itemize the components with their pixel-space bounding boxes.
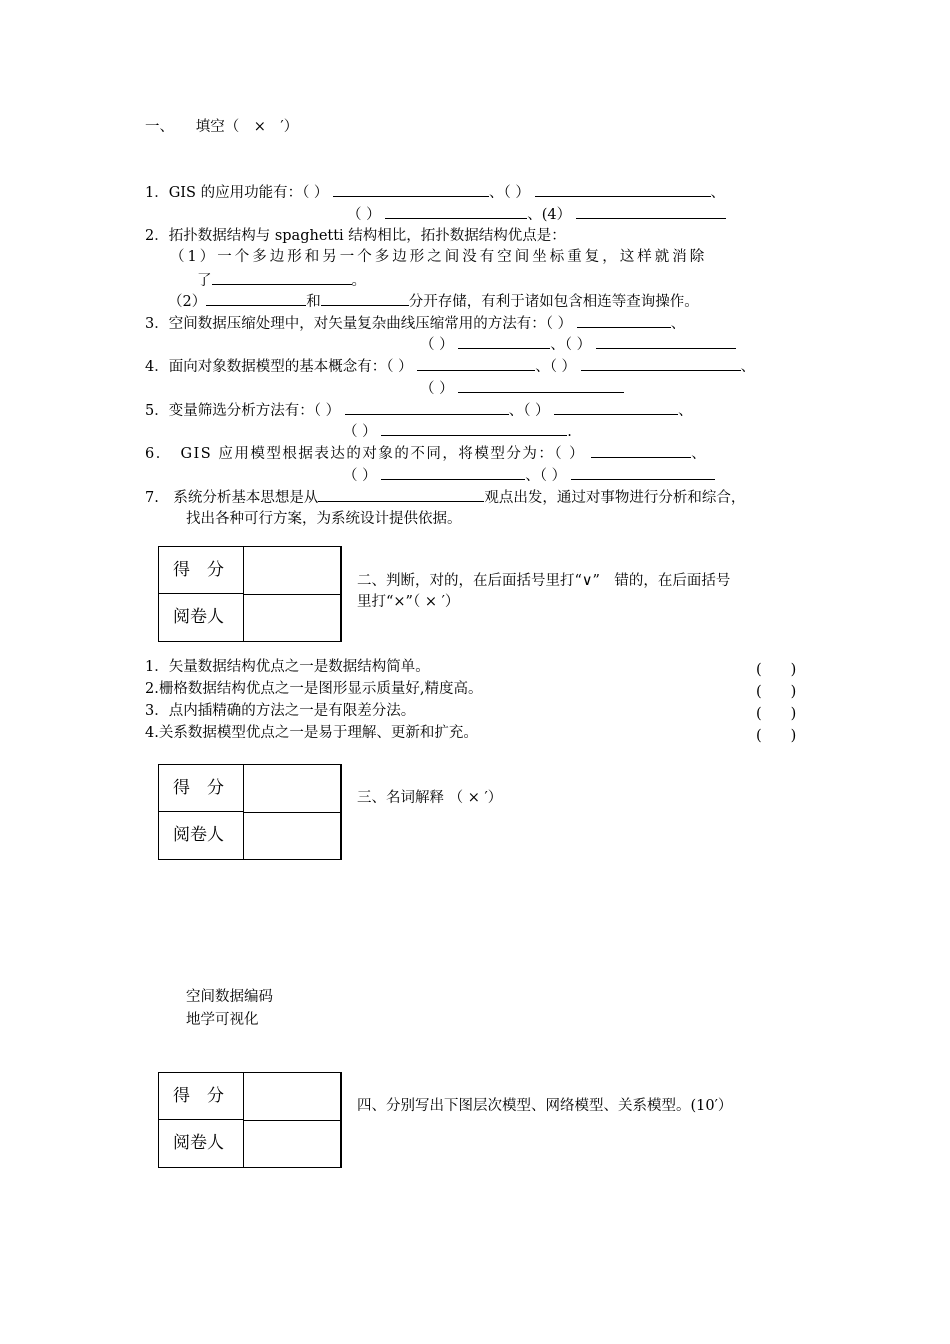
section2-heading-line2: 里打“×”（ × ′） <box>357 594 460 610</box>
term-1: 空间数据编码 <box>186 989 273 1005</box>
q5-sep1: 、（ ） <box>508 403 550 419</box>
score-label: 得 分 <box>159 1073 244 1120</box>
q2-d-mid: 和 <box>306 294 321 310</box>
score-box-2 <box>158 546 342 642</box>
q7-line2: 找出各种可行方案，为系统设计提供依据。 <box>186 511 462 527</box>
q1-sep2: 、 <box>710 185 726 201</box>
q3-line1 <box>145 314 685 333</box>
score-value-cell[interactable] <box>244 547 340 595</box>
q6-blank-1[interactable] <box>591 444 691 458</box>
q7-pre: 7. 系统分析基本思想是从 <box>145 490 319 506</box>
q1-blank-1[interactable] <box>333 183 489 197</box>
q6-blank-3[interactable] <box>571 466 715 480</box>
q3-paren-2: （ ） <box>420 337 454 353</box>
q5-end: . <box>567 424 572 440</box>
q5-line2 <box>343 422 572 441</box>
q2-blank-1[interactable] <box>212 271 352 285</box>
q7-line1 <box>145 488 745 507</box>
score-label: 得 分 <box>159 765 244 812</box>
q2-c-post: 。 <box>351 273 366 289</box>
q4-sep1: 、（ ） <box>535 359 577 375</box>
q3-blank-2[interactable] <box>458 335 550 349</box>
reviewer-label: 阅卷人 <box>159 594 244 641</box>
section2-heading-line1: 二、判断，对的，在后面括号里打“∨” 错的，在后面括号 <box>357 573 731 589</box>
judge-item-2: 2.栅格数据结构优点之一是图形显示质量好,精度高。 <box>145 681 483 697</box>
score-label: 得 分 <box>159 547 244 594</box>
q4-blank-1[interactable] <box>417 357 535 371</box>
q3-sep2: 、（ ） <box>550 337 592 353</box>
section4-heading: 四、分别写出下图层次模型、网络模型、关系模型。(10′） <box>357 1098 733 1114</box>
score-value-cell[interactable] <box>244 1073 340 1121</box>
q2-c-pre: 了 <box>197 273 212 289</box>
q1-blank-2[interactable] <box>535 183 711 197</box>
q6-sep1: 、 <box>691 446 708 462</box>
judge-item-3: 3．点内插精确的方法之一是有限差分法。 <box>145 703 416 719</box>
q5-line1 <box>145 401 693 420</box>
q1-blank-3[interactable] <box>385 205 527 219</box>
reviewer-value-cell[interactable] <box>244 594 340 641</box>
q6-prompt: 6． GIS 应用模型根据表达的对象的不同，将模型分为：（ ） <box>145 446 586 462</box>
q1-paren-3: （ ） <box>347 207 381 223</box>
section1-heading: 一、 填空（ × ′） <box>145 119 299 135</box>
q5-blank-3[interactable] <box>381 422 567 436</box>
judge-paren-4[interactable]: ( ) <box>756 728 797 744</box>
section3-heading: 三、名词解释 （ × ′） <box>357 790 503 806</box>
q3-line2 <box>420 335 736 354</box>
reviewer-label: 阅卷人 <box>159 812 244 859</box>
judge-paren-1[interactable]: ( ) <box>756 662 797 678</box>
q2-line2: （1）一个多边形和另一个多边形之间没有空间坐标重复，这样就消除 <box>170 249 708 265</box>
q2-line4 <box>168 292 699 311</box>
q5-sep2: 、 <box>678 403 693 419</box>
q7-blank[interactable] <box>318 488 484 502</box>
q1-sep3: 、(4） <box>527 207 572 223</box>
judge-paren-3[interactable]: ( ) <box>756 706 797 722</box>
reviewer-value-cell[interactable] <box>244 812 340 859</box>
q2-line3 <box>197 271 366 290</box>
q6-line1 <box>145 444 707 463</box>
q1-sep1: 、（ ） <box>489 185 530 201</box>
q4-sep2: 、 <box>740 359 756 375</box>
q4-line1 <box>145 357 755 376</box>
q4-line2 <box>420 379 624 398</box>
q4-prompt: 4．面向对象数据模型的基本概念有：（ ） <box>145 359 413 375</box>
judge-paren-2[interactable]: ( ) <box>756 684 797 700</box>
q1-blank-4[interactable] <box>576 205 726 219</box>
score-value-cell[interactable] <box>244 765 340 813</box>
q6-sep2: 、（ ） <box>525 468 567 484</box>
q1-line1 <box>145 183 725 202</box>
q3-sep1: 、 <box>670 316 686 332</box>
reviewer-value-cell[interactable] <box>244 1120 340 1167</box>
q5-paren-3: （ ） <box>343 424 377 440</box>
q6-paren-2: （ ） <box>343 468 377 484</box>
q4-blank-3[interactable] <box>458 379 624 393</box>
q1-prompt: 1．GIS 的应用功能有：（ ） <box>145 185 329 201</box>
q6-line2 <box>343 466 715 485</box>
q1-line2 <box>347 205 726 224</box>
q2-d-post: 分开存储，有利于诸如包含相连等查询操作。 <box>408 294 699 310</box>
q5-blank-2[interactable] <box>554 401 678 415</box>
q2-line1: 2．拓扑数据结构与 spaghetti 结构相比，拓扑数据结构优点是： <box>145 228 566 244</box>
score-box-3 <box>158 764 342 860</box>
q2-d-pre: （2） <box>168 294 207 310</box>
q5-blank-1[interactable] <box>345 401 509 415</box>
q4-paren-3: （ ） <box>420 381 454 397</box>
score-box-4 <box>158 1072 342 1168</box>
q3-prompt: 3．空间数据压缩处理中，对矢量复杂曲线压缩常用的方法有：（ ） <box>145 316 573 332</box>
q2-blank-2[interactable] <box>206 292 306 306</box>
q3-blank-3[interactable] <box>596 335 736 349</box>
judge-item-4: 4.关系数据模型优点之一是易于理解、更新和扩充。 <box>145 725 478 741</box>
judge-item-1: 1．矢量数据结构优点之一是数据结构简单。 <box>145 659 430 675</box>
q3-blank-1[interactable] <box>577 314 671 328</box>
q6-blank-2[interactable] <box>381 466 525 480</box>
q2-blank-3[interactable] <box>321 292 409 306</box>
q7-post: 观点出发，通过对事物进行分析和综合， <box>484 490 746 506</box>
reviewer-label: 阅卷人 <box>159 1120 244 1167</box>
q5-prompt: 5．变量筛选分析方法有：（ ） <box>145 403 341 419</box>
term-2: 地学可视化 <box>186 1012 259 1028</box>
q4-blank-2[interactable] <box>581 357 741 371</box>
